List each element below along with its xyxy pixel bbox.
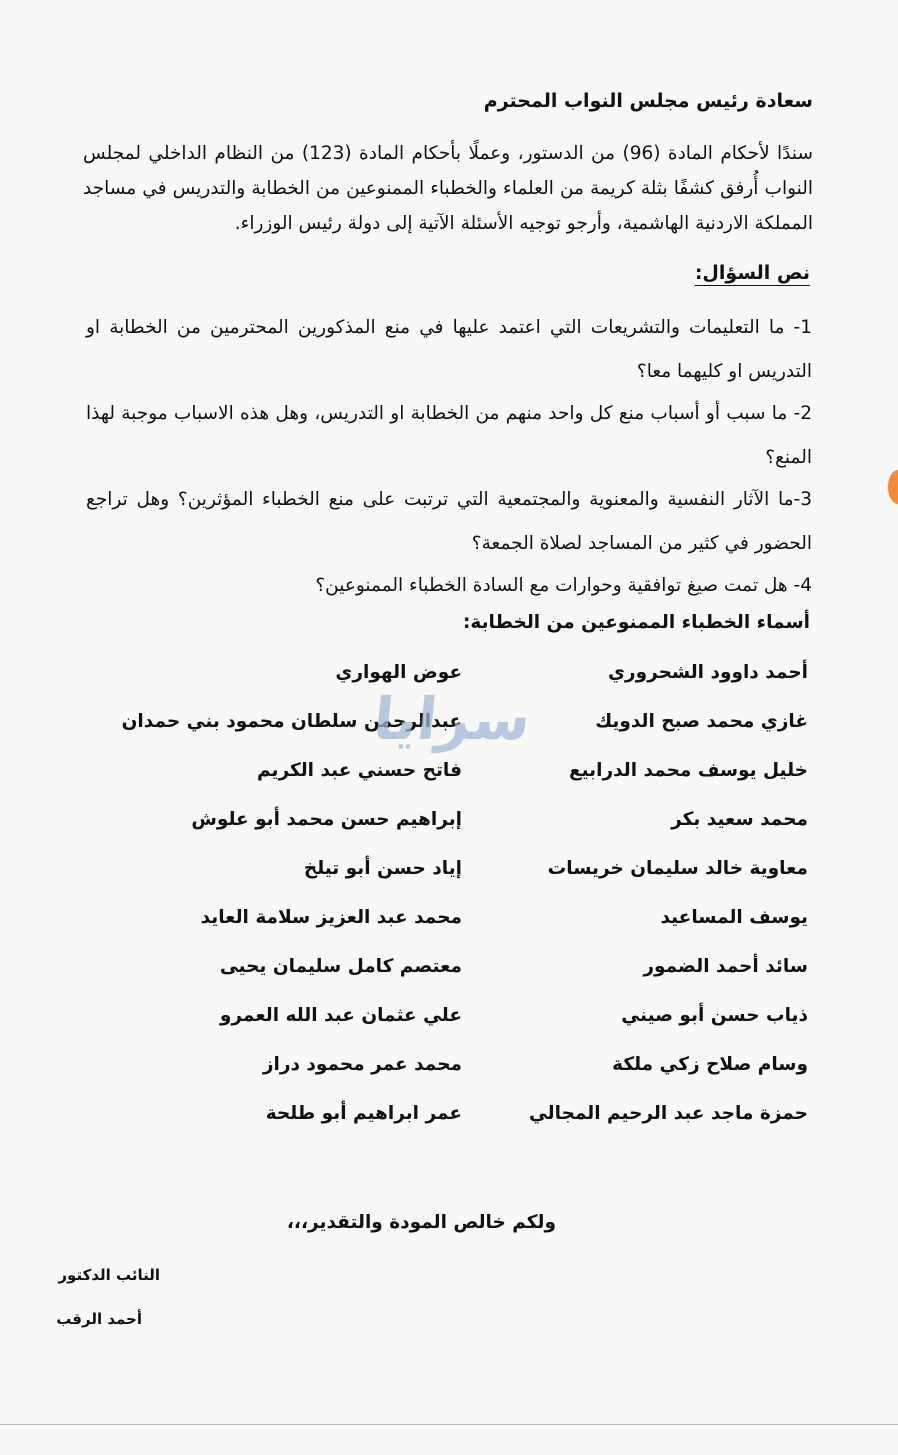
signature-title: النائب الدكتور: [58, 1266, 160, 1284]
list-item: [68, 907, 808, 956]
list-item: [68, 1103, 808, 1152]
question-title: نص السؤال:: [694, 262, 810, 284]
closing-line: ولكم خالص المودة والتقدير،،،: [286, 1212, 556, 1233]
question-3: 3-ما الآثار النفسية والمعنوية والمجتمعية التي ترتبت على منع الخطباء المؤثرين؟ وهل تراجع الحضور في كثير من المساجد لصلاة الجمعة؟: [86, 489, 812, 554]
list-item: [68, 760, 808, 809]
name-right-column: خليل يوسف محمد الدرابيع: [568, 760, 808, 781]
name-left-column: إبراهيم حسن محمد أبو علوش: [191, 809, 462, 830]
signature-name: أحمد الرقب: [56, 1310, 142, 1328]
list-item: [68, 956, 808, 1005]
name-right-column: سائد أحمد الضمور: [643, 956, 808, 977]
list-item: [68, 1005, 808, 1054]
name-left-column: إياد حسن أبو تيلخ: [303, 858, 462, 879]
list-item: [68, 1054, 808, 1103]
intro-paragraph: سندًا لأحكام المادة (96) من الدستور، وعملًا بأحكام المادة (123) من النظام الداخلي لمجلس النواب أُرفق كشفًا بثلة كريمة من العلماء والخطباء الممنوعين من الخطابة والتدريس في مساجد المملكة الاردنية الهاشمية، وأرجو توجيه الأسئلة الآتية إلى دولة رئيس الوزراء.: [83, 143, 813, 234]
name-right-column: وسام صلاح زكي ملكة: [612, 1054, 808, 1075]
name-left-column: عوض الهواري: [335, 662, 462, 683]
edge-marker: [888, 470, 898, 504]
watermark-logo: سرايا: [370, 685, 534, 753]
document-heading: سعادة رئيس مجلس النواب المحترم: [483, 90, 813, 112]
name-right-column: ذياب حسن أبو صيني: [621, 1005, 808, 1026]
list-item: [68, 809, 808, 858]
question-1: 1- ما التعليمات والتشريعات التي اعتمد عليها في منع المذكورين المحترمين من الخطابة او التدريس او كليهما معا؟: [86, 317, 812, 382]
name-left-column: عمر ابراهيم أبو طلحة: [265, 1103, 462, 1124]
question-2: 2- ما سبب أو أسباب منع كل واحد منهم من الخطابة او التدريس، وهل هذه الاسباب موجبة لهذا المنع؟: [86, 403, 812, 468]
name-right-column: معاوية خالد سليمان خريسات: [547, 858, 808, 879]
name-left-column: علي عثمان عبد الله العمرو: [219, 1005, 462, 1026]
name-left-column: فاتح حسني عبد الكريم: [257, 760, 462, 781]
name-right-column: أحمد داوود الشحروري: [607, 662, 808, 683]
name-right-column: حمزة ماجد عبد الرحيم المجالي: [528, 1103, 808, 1124]
names-title: أسماء الخطباء الممنوعين من الخطابة:: [462, 612, 810, 633]
name-right-column: غازي محمد صبح الدويك: [595, 711, 808, 732]
list-item: [68, 858, 808, 907]
bottom-divider: [0, 1424, 898, 1425]
question-4: 4- هل تمت صيغ توافقية وحوارات مع السادة الخطباء الممنوعين؟: [315, 575, 812, 596]
name-right-column: يوسف المساعيد: [660, 907, 808, 928]
name-right-column: محمد سعيد بكر: [671, 809, 808, 830]
name-left-column: محمد عبد العزيز سلامة العايد: [200, 907, 462, 928]
name-left-column: محمد عمر محمود دراز: [262, 1054, 462, 1075]
name-left-column: معتصم كامل سليمان يحيى: [219, 956, 462, 977]
name-left-column: عبدالرحمن سلطان محمود بني حمدان: [121, 711, 462, 732]
